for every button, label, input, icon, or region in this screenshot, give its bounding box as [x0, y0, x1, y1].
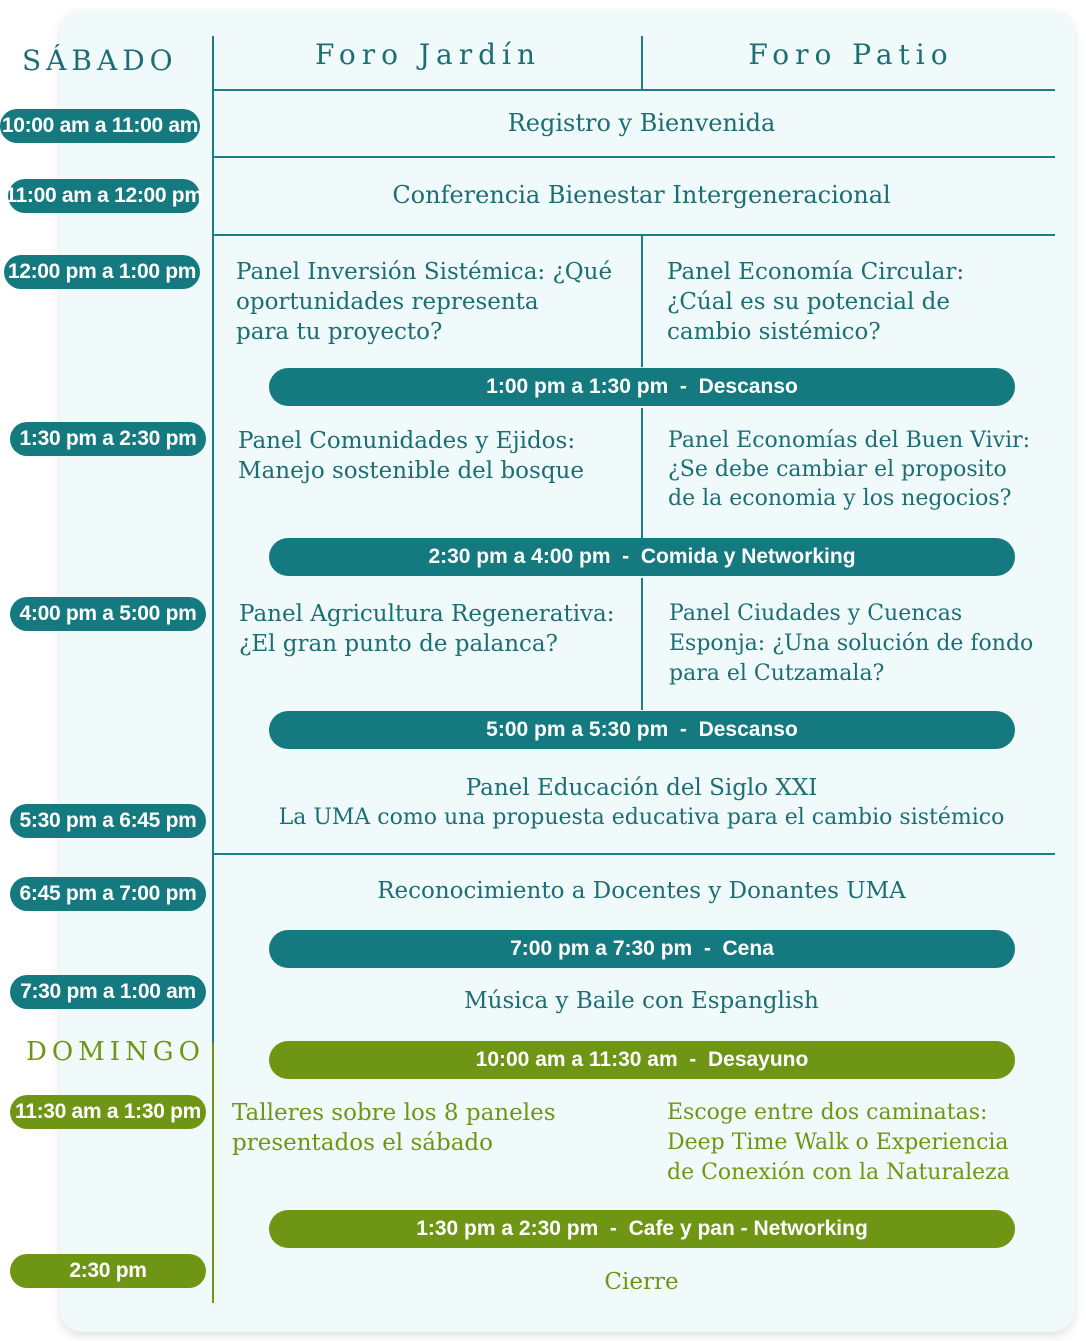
time-pill: 11:30 am a 1:30 pm	[10, 1095, 206, 1129]
event-line-fragment: : ¿Una solución de fondo	[757, 631, 1034, 656]
event-line: ¿El gran punto de palanca?	[239, 631, 558, 657]
row-divider	[212, 89, 1055, 91]
row-divider	[212, 853, 1055, 855]
event-educacion-title: Panel Educación del Siglo XXI	[465, 775, 818, 801]
event-talleres	[232, 1098, 556, 1158]
event-line: Escoge entre dos caminatas:	[667, 1100, 988, 1125]
event-line: de Conexión con la Naturaleza	[667, 1160, 1010, 1185]
break-bar: 5:00 pm a 5:30 pm - Descanso	[269, 711, 1015, 749]
time-pill: 12:00 pm a 1:00 pm	[4, 255, 200, 289]
event-registro: Registro y Bienvenida	[507, 109, 776, 137]
event-conferencia: Conferencia Bienestar Intergeneracional	[392, 181, 891, 209]
time-pill: 11:00 am a 12:00 pm	[8, 179, 200, 213]
time-pill: 7:30 pm a 1:00 am	[10, 975, 206, 1009]
event-line: para el Cutzamala?	[669, 661, 885, 686]
event-line: Deep Time Walk o Experiencia	[667, 1130, 1009, 1155]
event-line: Panel Economía Circular:	[667, 259, 965, 285]
event-title-fragment: Esponja	[669, 631, 758, 656]
break-bar: 7:00 pm a 7:30 pm - Cena	[269, 930, 1015, 968]
event-line: Panel Ciudades y Cuencas	[669, 601, 963, 626]
break-bar: 1:00 pm a 1:30 pm - Descanso	[269, 368, 1015, 406]
time-pill: 1:30 pm a 2:30 pm	[10, 422, 206, 456]
event-panel-comunidades	[238, 426, 584, 486]
time-pill: 4:00 pm a 5:00 pm	[10, 597, 206, 631]
event-line: Panel Comunidades y Ejidos:	[238, 428, 576, 454]
event-line: presentados el sábado	[232, 1130, 493, 1156]
event-line: ¿Cúal es su potencial de	[667, 289, 950, 315]
event-line: para tu proyecto?	[236, 319, 443, 345]
event-line: Panel Agricultura Regenerativa:	[239, 601, 615, 627]
event-caminatas	[667, 1098, 1010, 1188]
event-line	[669, 629, 1033, 659]
column-divider	[641, 408, 643, 538]
break-bar: 1:30 pm a 2:30 pm - Cafe y pan - Networking	[269, 1210, 1015, 1248]
event-musica: Música y Baile con Espanglish	[464, 988, 819, 1014]
time-pill: 5:30 pm a 6:45 pm	[10, 804, 206, 838]
column-header-foro-patio: Foro Patio	[748, 38, 954, 71]
timeline-divider-sunday	[212, 1043, 214, 1303]
event-panel-economia-circular	[667, 257, 964, 347]
time-pill: 2:30 pm	[10, 1254, 206, 1288]
event-line: de la economia y los negocios?	[668, 486, 1012, 511]
event-line: Manejo sostenible del bosque	[238, 458, 584, 484]
event-line: Panel Economías del Buen Vivir:	[668, 428, 1031, 453]
day-sunday: DOMINGO	[26, 1037, 205, 1067]
event-panel-inversion	[236, 257, 612, 347]
time-pill: 6:45 pm a 7:00 pm	[10, 877, 206, 911]
event-panel-ciudades	[669, 599, 1033, 689]
event-line: cambio sistémico?	[667, 319, 881, 345]
event-cierre: Cierre	[604, 1269, 679, 1295]
day-saturday: SÁBADO	[22, 44, 178, 77]
event-educacion-sub: La UMA como una propuesta educativa para el cambio sistémico	[278, 805, 1005, 830]
event-line: Talleres sobre los 8 paneles	[232, 1100, 556, 1126]
column-divider	[641, 235, 643, 367]
event-line: Panel Inversión Sistémica: ¿Qué	[236, 259, 613, 285]
event-line: ¿Se debe cambiar el proposito	[668, 457, 1007, 482]
row-divider	[212, 156, 1055, 158]
time-pill: 10:00 am a 11:00 am	[0, 109, 200, 143]
event-panel-buen-vivir	[668, 426, 1030, 513]
break-bar: 10:00 am a 11:30 am - Desayuno	[269, 1041, 1015, 1079]
column-divider	[641, 36, 643, 90]
column-header-foro-jardin: Foro Jardín	[314, 38, 542, 71]
event-reconocimiento: Reconocimiento a Docentes y Donantes UMA	[377, 878, 906, 904]
event-line: oportunidades representa	[236, 289, 539, 315]
event-panel-agricultura	[239, 599, 615, 659]
column-divider	[641, 578, 643, 710]
row-divider	[212, 234, 1055, 236]
break-bar: 2:30 pm a 4:00 pm - Comida y Networking	[269, 538, 1015, 576]
